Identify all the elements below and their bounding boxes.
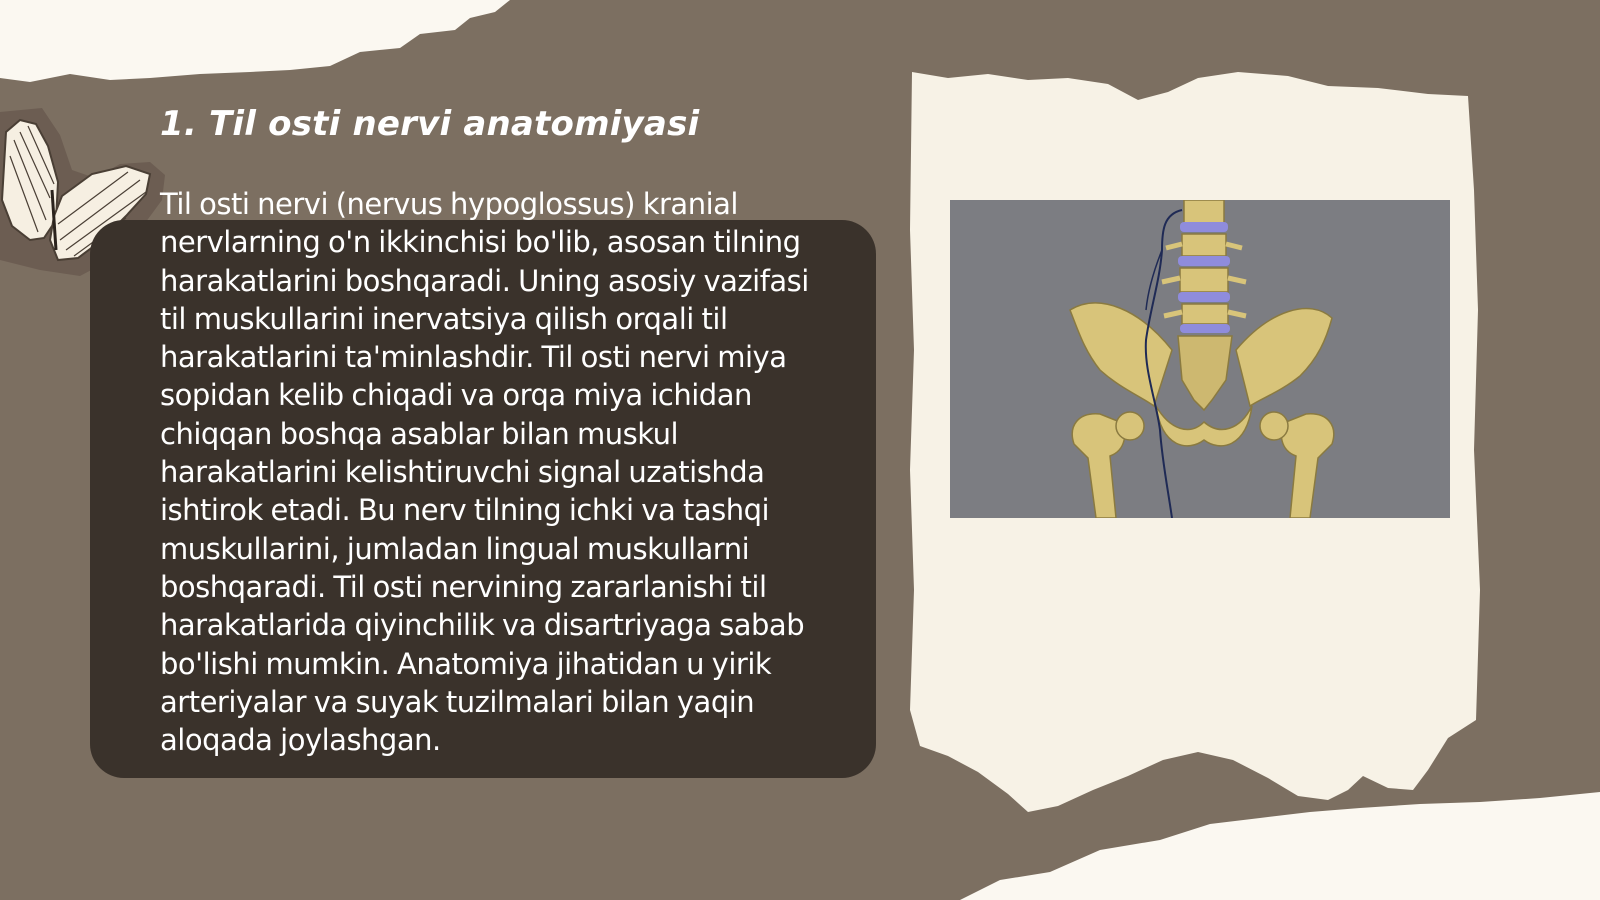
pelvis-spine-illustration (950, 200, 1450, 518)
torn-paper-bottom-right (960, 780, 1600, 900)
body-paragraph: Til osti nervi (nervus hypoglossus) kranial nervlarning o'n ikkinchisi bo'lib, asosan tilning harakatlarini boshqaradi. Uning asosiy vazifasi til muskullarini inervatsiya qilish orqali til harakatlarini ta'minlashdir. Til osti nervi miya sopidan kelib chiqadi va orqa miya ichidan chiqqan boshqa asablar bilan muskul harakatlarini kelishtiruvchi signal uzatishda ishtirok etadi. Bu nerv tilning ichki va tashqi muskullarini, jumladan lingual muskullarni boshqaradi. Til osti nervining zararlanishi til harakatlarida qiyinchilik va disartriyaga sabab bo'lishi mumkin. Anatomiya jihatidan u yirik arteriyalar va suyak tuzilmalari bilan yaqin aloqada joylashgan. (160, 187, 809, 758)
torn-paper-top-left (0, 0, 560, 100)
slide-title: 1. Til osti nervi anatomiyasi (160, 104, 700, 144)
anatomy-image (950, 200, 1450, 518)
